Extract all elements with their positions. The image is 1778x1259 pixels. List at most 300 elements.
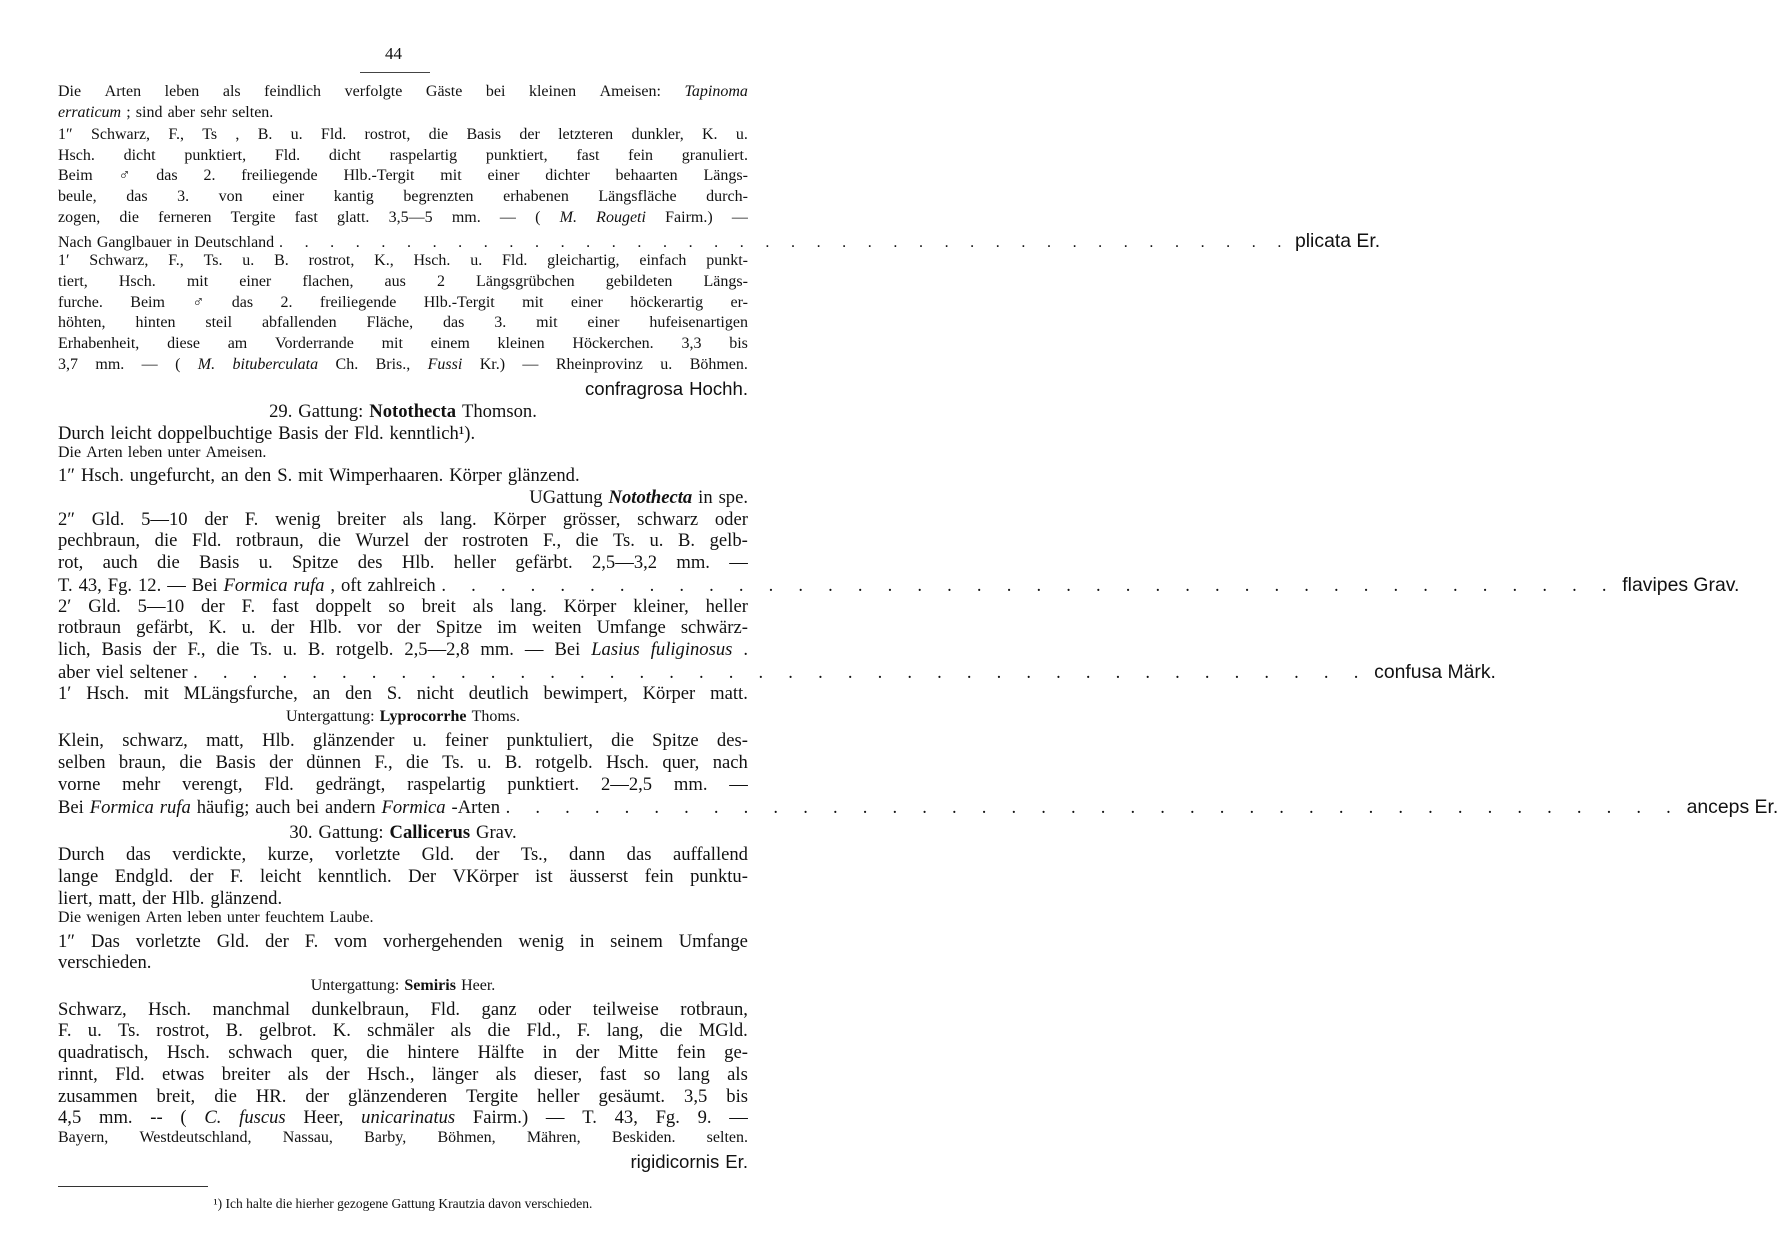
word: , [235, 125, 240, 143]
word: oft [341, 574, 362, 596]
word: andern [325, 797, 376, 819]
word: der [396, 617, 421, 639]
word: mit [298, 465, 323, 486]
word: Hlb.-Tergit [343, 167, 415, 185]
text-line [58, 209, 748, 227]
word: Rheinprovinz [555, 356, 643, 374]
word: Arten [86, 444, 123, 462]
word: Mitte [617, 1042, 659, 1064]
word: von [218, 188, 243, 206]
word: kleinen [497, 335, 545, 353]
word: nicht [416, 682, 454, 704]
word: Klein, [58, 729, 104, 751]
word: der [200, 595, 225, 617]
word: feindlich [264, 83, 322, 100]
word: als [402, 508, 424, 530]
word: breiter [337, 508, 386, 530]
word: ferneren [158, 209, 212, 227]
word: die [157, 552, 180, 574]
word: bewimpert, [543, 682, 628, 704]
word: die [575, 530, 599, 552]
word: B. [677, 530, 696, 552]
word: Körper [493, 508, 547, 530]
word: glänzender [312, 729, 395, 751]
word: wenig [518, 930, 564, 952]
word: mit [522, 293, 544, 311]
word: K. [208, 617, 227, 639]
text-line [58, 952, 748, 974]
text-line [58, 229, 1381, 253]
word: oder [714, 508, 748, 530]
word: gesäumt. [598, 1085, 666, 1107]
word: bis [729, 335, 748, 353]
word: Der [408, 866, 437, 888]
word: T. [582, 1107, 597, 1129]
text-line [58, 822, 748, 844]
word: glatt. [336, 209, 370, 227]
word: Mähren, [526, 1129, 581, 1147]
word: Barby, [364, 1129, 407, 1147]
word: ungefurcht, [129, 465, 215, 486]
word: punktuliert, [506, 729, 593, 751]
word: Fussi [427, 356, 463, 374]
word: Hsch. [118, 272, 156, 290]
word: quer, [662, 751, 700, 773]
word: einer [239, 272, 272, 290]
text-line [58, 1042, 748, 1064]
word: Spitze [435, 617, 483, 639]
word: B. [274, 251, 289, 269]
word: Hsch. [86, 682, 130, 704]
word: zahlreich [367, 574, 436, 596]
text-line [58, 1107, 748, 1129]
word: behaarten [615, 167, 678, 185]
leader-dots: . . . . . . . . . . . . . . . . . . . . . . . . . . . . . . . . . . . . . . . . [278, 233, 1291, 251]
word: u. [412, 729, 427, 751]
word: Ameisen: [599, 83, 661, 100]
word: pechbraun, [58, 530, 141, 552]
word: Böhmen. [689, 356, 748, 374]
word: MLängsfurche, [183, 682, 298, 704]
word: an [220, 465, 239, 486]
word: der [324, 423, 349, 445]
word: Notothecta [608, 486, 693, 508]
word: den [244, 465, 272, 486]
word: 2—2,5 [600, 773, 653, 795]
word: auch [102, 552, 138, 574]
word: dichter [545, 167, 590, 185]
word: 1″ [58, 465, 76, 486]
word: selben [58, 751, 106, 773]
word: Hsch. [58, 146, 95, 164]
word: rotgelb. [336, 639, 394, 661]
word: fast [294, 209, 318, 227]
word: 2 [436, 272, 445, 290]
word: Kr.) [479, 356, 506, 374]
word: heller [453, 552, 497, 574]
word: glänzend. [507, 465, 580, 486]
word: aber [58, 662, 90, 683]
word: leben [187, 908, 222, 926]
word: die [611, 729, 634, 751]
word: raspelartig [407, 773, 486, 795]
word: Heer. [461, 976, 496, 994]
word: schwach [228, 1042, 293, 1064]
word: verschieden. [58, 952, 152, 974]
word: Hsch. [413, 251, 451, 269]
species-name: flavipes Grav. [1622, 573, 1740, 596]
word: viel [95, 662, 124, 683]
word: selten. [706, 1129, 748, 1147]
word: vorletzte [135, 930, 201, 952]
word: Gld. [216, 930, 250, 952]
word: kantig [333, 188, 374, 206]
text-line [58, 126, 748, 144]
word: der [325, 1063, 350, 1085]
word: wenigen [86, 908, 141, 926]
text-line [58, 104, 748, 122]
word: Bayern, [58, 1129, 109, 1147]
word: der [270, 617, 295, 639]
word: breit [421, 595, 456, 617]
text-line [58, 530, 748, 552]
word: u. [242, 251, 255, 269]
word: Laube. [329, 908, 374, 926]
word: u. [660, 356, 673, 374]
word: Er. [725, 1151, 748, 1172]
word: Körper [563, 595, 617, 617]
word: zusammen [58, 1085, 138, 1107]
word: Hsch. [80, 465, 124, 486]
word: Ch. [335, 356, 359, 374]
leader-dots: . . . . . . . . . . . . . . . . . . . . . . . . . . . . . . . . . . . . . . . . [505, 797, 1682, 819]
leader-dots: . . . . . . . . . . . . . . . . . . . . . . . . . . . . . . . . . . . . . . . . [441, 574, 1617, 596]
word: die [366, 1042, 389, 1064]
word: 43, [78, 574, 102, 596]
word: Thomson. [461, 401, 537, 423]
word: Fg. [107, 574, 133, 596]
word: rotbraun, [680, 998, 748, 1020]
word: Tapinoma [684, 83, 748, 100]
text-line [58, 356, 748, 374]
word: freiliegende [319, 293, 397, 311]
word: Beim [130, 293, 165, 311]
text-line [58, 774, 748, 796]
word: Deutschland [194, 233, 275, 251]
word: äusserst [569, 866, 629, 888]
word: spe. [718, 486, 748, 508]
word: F., [168, 251, 184, 269]
word: Nassau, [282, 1129, 333, 1147]
word: Das [90, 930, 120, 952]
species-name: plicata Er. [1294, 229, 1381, 252]
word: Fairm.) [665, 209, 713, 227]
word: Formica [223, 574, 288, 596]
word: ( [175, 356, 181, 374]
word: flachen, [302, 272, 354, 290]
word: glänzend. [210, 887, 283, 909]
word: vom [334, 930, 368, 952]
word: gleichartig, [547, 251, 620, 269]
word: granuliert. [681, 146, 748, 164]
word: grösser, [562, 508, 621, 530]
text-line [58, 167, 748, 185]
word: 29. [269, 401, 293, 423]
word: M. [559, 209, 577, 227]
word: matt, [206, 729, 244, 751]
word: punktiert, [184, 146, 247, 164]
word: die [154, 530, 178, 552]
word: Spitze [291, 552, 339, 574]
word: bituberculata [232, 356, 319, 374]
word: lich, [58, 639, 91, 661]
word: Rougeti [596, 209, 646, 227]
word: heller [537, 1085, 580, 1107]
word: Hlb. [401, 552, 435, 574]
word: Lyprocorrhe [379, 708, 467, 726]
word: Hlb. [309, 617, 342, 639]
word: in [176, 233, 190, 251]
text-line [58, 1020, 748, 1042]
word: rinnt, [58, 1063, 98, 1085]
word: 2′ [58, 595, 72, 617]
word: fast [271, 595, 299, 617]
word: Umfange [596, 617, 666, 639]
word: 4,5 [58, 1107, 82, 1129]
text-line [58, 335, 748, 353]
word: das [626, 844, 652, 866]
text-line [58, 639, 748, 661]
word: die [406, 751, 429, 773]
word: Fld. [115, 1063, 145, 1085]
word: 2. [280, 293, 293, 311]
page-number: 44 [385, 44, 402, 63]
text-line [58, 423, 748, 445]
word: S. [386, 682, 402, 704]
word: F. [58, 1020, 72, 1042]
word: Fld. [191, 530, 222, 552]
word: rot, [58, 552, 84, 574]
word: Ts. [442, 751, 465, 773]
word: — [729, 773, 748, 795]
word: Körper [642, 682, 696, 704]
word: begrenzten [403, 188, 474, 206]
word: Beskiden. [611, 1129, 676, 1147]
word: mm. [95, 356, 125, 374]
word: sehr [200, 103, 227, 121]
word: als [287, 1063, 309, 1085]
word: Untergattung: [310, 976, 400, 994]
text-line [58, 888, 748, 910]
word: u. [290, 125, 303, 143]
word: dünnen [306, 751, 362, 773]
word: dunkler, [631, 125, 684, 143]
word: Längs- [703, 167, 748, 185]
word: Heer, [303, 1107, 344, 1129]
word: -Arten [451, 797, 501, 819]
word: kenntlich. [317, 866, 392, 888]
word: selten. [231, 103, 274, 121]
word: er- [730, 293, 748, 311]
word: F. [304, 930, 319, 952]
word: Basis [101, 639, 142, 661]
footnote-rule [58, 1186, 208, 1187]
word: als [450, 1020, 472, 1042]
word: Hlb. [262, 729, 295, 751]
word: 1′ [58, 682, 72, 704]
word: fast [599, 1063, 627, 1085]
word: gebildeten [605, 272, 673, 290]
word: — [524, 639, 544, 661]
word: 3,5 [684, 1085, 708, 1107]
word: gelb- [709, 530, 748, 552]
word: leicht [259, 866, 302, 888]
word: hintere [407, 1042, 460, 1064]
word: Basis [466, 125, 502, 143]
word: F. [229, 866, 244, 888]
word: der [519, 125, 540, 143]
word: Basis [278, 423, 319, 445]
word: als [472, 595, 494, 617]
word: u. [735, 125, 748, 143]
word: breit, [156, 1085, 196, 1107]
text-line [58, 401, 748, 423]
word: der [575, 1042, 600, 1064]
word: Ts. [203, 251, 223, 269]
word: glänzenderen [348, 1085, 448, 1107]
text-line [58, 844, 748, 866]
word: Arten [145, 908, 182, 926]
word: braun, [118, 751, 166, 773]
word: Gäste [425, 83, 463, 100]
word: 5—10 [141, 508, 188, 530]
text-line [58, 552, 748, 574]
text-line [58, 1064, 748, 1086]
text-line [58, 730, 748, 752]
word: Ts. [118, 1020, 140, 1042]
word: Arten [104, 83, 142, 100]
word: Basis [199, 552, 240, 574]
word: manchmal [212, 998, 290, 1020]
word: 3,5—5 [388, 209, 433, 227]
text-line [58, 314, 748, 332]
word: Die [58, 908, 82, 926]
word: Gattung: [318, 821, 384, 843]
word: Fld., [526, 1020, 561, 1042]
word: verfolgte [344, 83, 403, 100]
word: gefärbt, [136, 617, 194, 639]
word: mit [536, 314, 558, 332]
word: seinem [610, 930, 663, 952]
word: quadratisch, [58, 1042, 149, 1064]
word: punktu- [690, 866, 748, 888]
word: fein [628, 146, 654, 164]
word: schwärz- [680, 617, 748, 639]
word: Bei [58, 797, 84, 819]
word: Bris., [375, 356, 411, 374]
word: mehr [122, 773, 161, 795]
word: — [167, 574, 186, 596]
word: breiter [221, 1063, 271, 1085]
word: lang [677, 1063, 710, 1085]
text-line [58, 188, 748, 206]
word: Gattung: [298, 401, 364, 423]
text-line [58, 509, 748, 531]
word: letzteren [558, 125, 614, 143]
word: C. [204, 1107, 222, 1129]
word: als [727, 1063, 748, 1085]
word: ♂ [192, 293, 205, 311]
word: hufeisenartigen [649, 314, 748, 332]
word: B. [308, 639, 326, 661]
word: Schwarz, [89, 251, 149, 269]
word: der [152, 639, 177, 661]
word: als [495, 1063, 517, 1085]
word: u. [241, 617, 256, 639]
word: häufig; [196, 797, 250, 819]
word: leicht [110, 423, 152, 445]
word: auffallend [672, 844, 748, 866]
word: VKörper [452, 866, 519, 888]
word: teilweise [592, 998, 659, 1020]
word: rostrot, [364, 125, 411, 143]
word: erhabenen [503, 188, 569, 206]
word: fein [676, 1042, 706, 1064]
word: S. [277, 465, 293, 486]
word: mm. [98, 1107, 133, 1129]
word: Untergattung: [285, 708, 375, 726]
word: u. [649, 530, 664, 552]
word: das [125, 844, 151, 866]
text-line [58, 573, 1740, 597]
word: fuscus [239, 1107, 286, 1129]
word: der [423, 530, 448, 552]
word: etwas [162, 1063, 205, 1085]
word: MGld. [698, 1020, 748, 1042]
word: u. [87, 1020, 102, 1042]
word: Fg. [655, 1107, 680, 1129]
word: länger [431, 1063, 479, 1085]
leader-dots: . . . . . . . . . . . . . . . . . . . . . . . . . . . . . . . . . . . . . . . . [193, 662, 1369, 683]
word: HR. [255, 1085, 287, 1107]
word: feiner [444, 729, 489, 751]
word: 1′ [58, 251, 70, 269]
word: abfallenden [261, 314, 337, 332]
word: die [318, 530, 341, 552]
word: die [428, 125, 449, 143]
word: Hälfte [477, 1042, 525, 1064]
text-line [58, 444, 748, 462]
word: Hlb.-Tergit [423, 293, 495, 311]
word: F. [241, 595, 256, 617]
word: der [305, 1085, 330, 1107]
word: F., [374, 751, 393, 773]
word: einfach [639, 251, 687, 269]
word: matt. [710, 682, 748, 704]
word: mm. [676, 552, 710, 574]
word: Ts [202, 125, 218, 143]
word: 2,5—3,2 [591, 552, 658, 574]
word: vorhergehenden [383, 930, 503, 952]
word: — [499, 209, 516, 227]
word: einer [570, 293, 603, 311]
word: punktiert. [507, 773, 580, 795]
text-line [58, 931, 748, 953]
word: gefärbt. [515, 552, 573, 574]
line-lead [58, 234, 274, 252]
text-line [58, 1086, 748, 1108]
word: Durch [58, 844, 105, 866]
